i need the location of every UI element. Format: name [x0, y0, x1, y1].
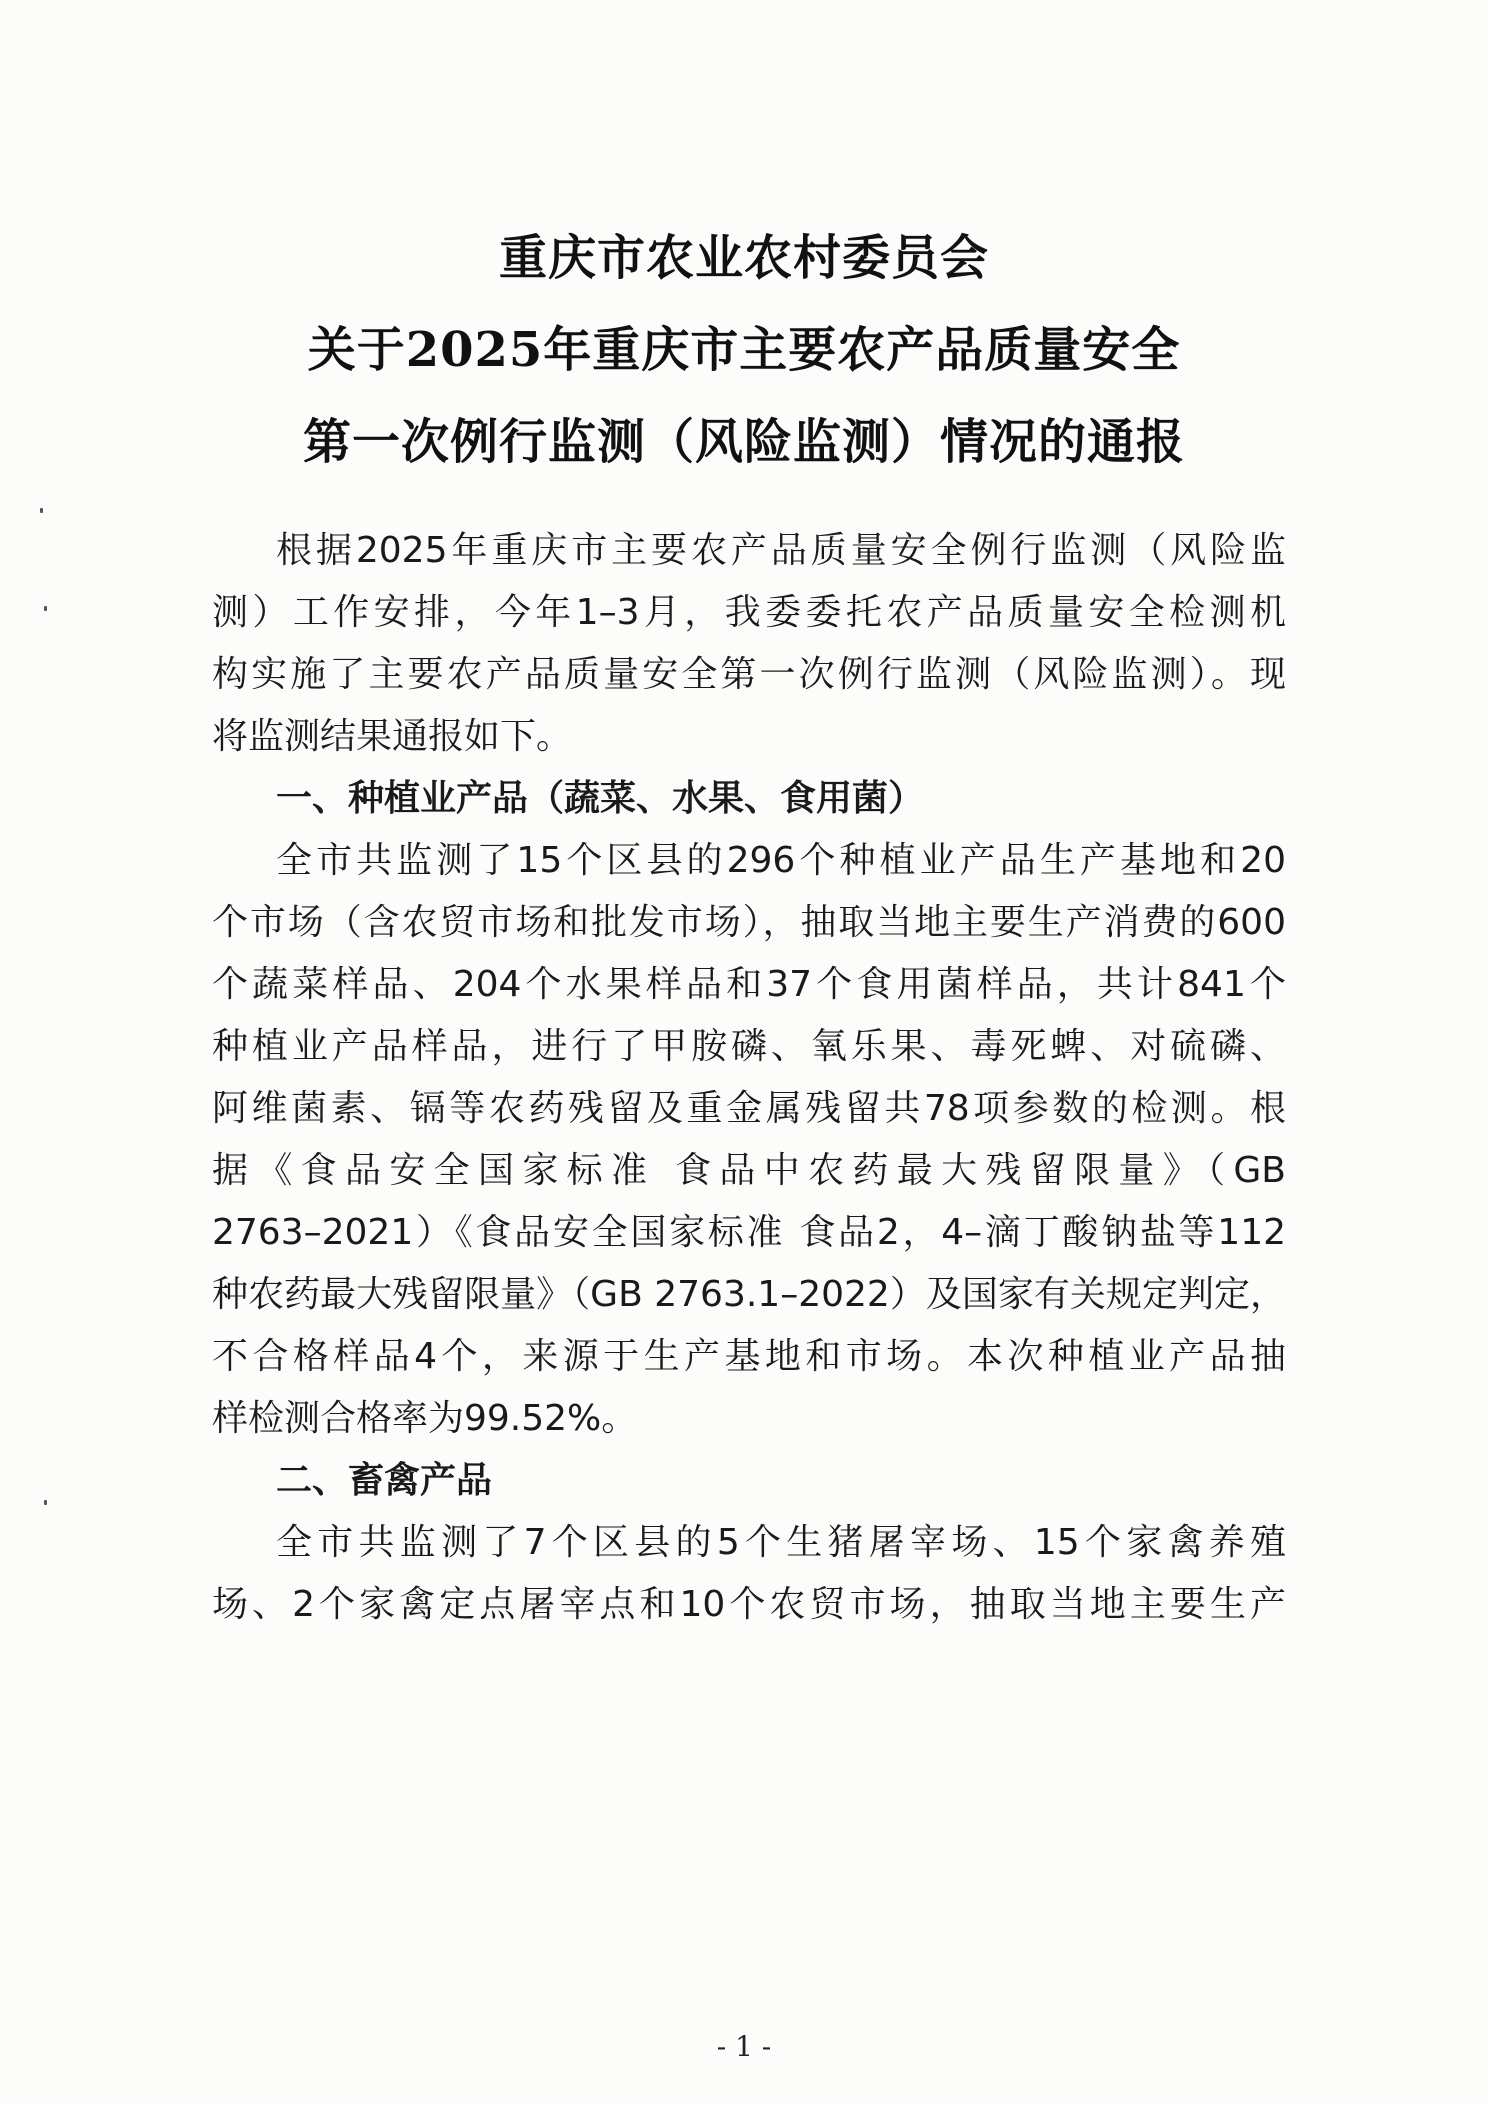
section1-line: 全市共监测了15个区县的296个种植业产品生产基地和20	[276, 840, 1286, 881]
section2-line: 全市共监测了7个区县的5个生猪屠宰场、15个家禽养殖	[276, 1522, 1286, 1563]
section-heading-planting: 一、种植业产品（蔬菜、水果、食用菌）	[276, 778, 925, 819]
document-body	[212, 520, 1286, 1636]
page-number: - 1 -	[716, 2030, 772, 2063]
section1-line: 阿维菌素、镉等农药残留及重金属残留共78项参数的检测。根	[212, 1088, 1286, 1129]
section-heading-livestock: 二、畜禽产品	[276, 1460, 493, 1501]
section1-line: 2763–2021）《食品安全国家标准 食品2，4–滴丁酸钠盐等112	[212, 1212, 1286, 1253]
section1-line: 据《食品安全国家标准 食品中农药最大残留限量》（GB	[212, 1150, 1286, 1191]
section1-line: 种农药最大残留限量》（GB 2763.1–2022）及国家有关规定判定，	[212, 1274, 1286, 1315]
document-title	[0, 212, 1488, 488]
intro-line: 测）工作安排，今年1–3月，我委委托农产品质量安全检测机	[212, 592, 1286, 633]
section1-line: 种植业产品样品，进行了甲胺磷、氧乐果、毒死蜱、对硫磷、	[212, 1026, 1286, 1067]
intro-line: 将监测结果通报如下。	[212, 716, 573, 757]
title-line-1: 重庆市农业农村委员会	[498, 230, 989, 286]
section1-line: 个市场（含农贸市场和批发市场），抽取当地主要生产消费的600	[212, 902, 1286, 943]
section1-line: 样检测合格率为99.52%。	[212, 1398, 638, 1439]
scan-speck	[40, 508, 43, 513]
intro-line: 构实施了主要农产品质量安全第一次例行监测（风险监测）。现	[212, 654, 1286, 695]
scan-speck	[44, 1500, 47, 1505]
intro-line: 根据2025年重庆市主要农产品质量安全例行监测（风险监	[276, 530, 1286, 571]
section1-line: 不合格样品4个，来源于生产基地和市场。本次种植业产品抽	[212, 1336, 1286, 1377]
title-line-3: 第一次例行监测（风险监测）情况的通报	[302, 414, 1185, 470]
section1-line: 个蔬菜样品、204个水果样品和37个食用菌样品，共计841个	[212, 964, 1286, 1005]
section2-line: 场、2个家禽定点屠宰点和10个农贸市场，抽取当地主要生产	[212, 1584, 1286, 1625]
scan-speck	[44, 606, 47, 611]
title-line-2: 关于2025年重庆市主要农产品质量安全	[307, 322, 1181, 378]
